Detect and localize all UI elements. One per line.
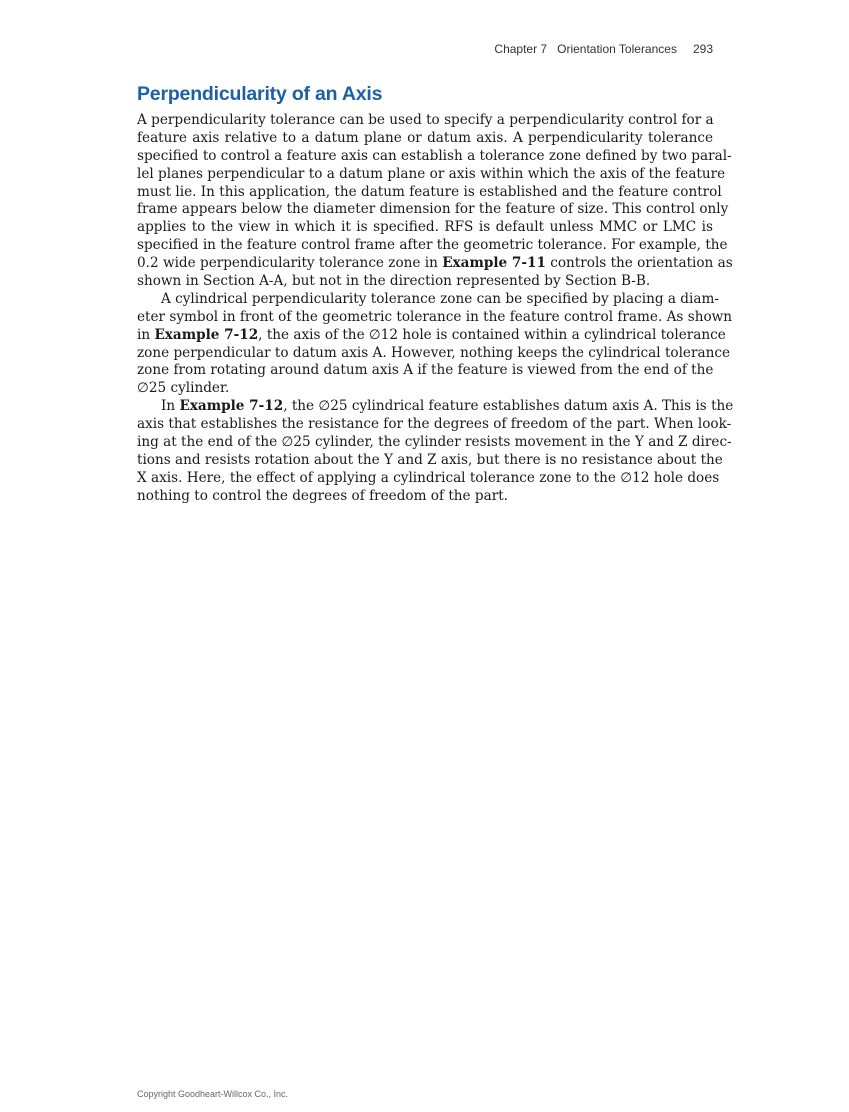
- text-line: [137, 237, 728, 255]
- text-line: [137, 201, 729, 219]
- text-line: [137, 362, 713, 380]
- text-line: [137, 273, 713, 291]
- text-line: [137, 219, 713, 237]
- text-line: [137, 398, 734, 416]
- text-line: [137, 416, 732, 434]
- example-reference: Example 7-12: [179, 398, 284, 415]
- text-segment: zone perpendicular to datum axis A. However, nothing keeps the cylindrical tolerance: [137, 344, 730, 361]
- chapter-label: Chapter 7: [494, 42, 548, 56]
- text-segment: 0.2 wide perpendicularity tolerance zone in: [137, 255, 443, 272]
- text-line: [137, 469, 720, 488]
- text-line: [137, 488, 713, 506]
- text-segment: nothing to control the degrees of freedom of the part.: [137, 487, 508, 504]
- running-head: [494, 42, 713, 56]
- text-segment: applies to the view in which it is specified. RFS is default unless MMC or LMC is: [137, 219, 713, 236]
- text-segment: feature axis relative to a datum plane or datum axis. A perpendicularity tolerance: [137, 129, 713, 146]
- section-heading: Perpendicularity of an Axis: [137, 83, 383, 105]
- text-segment: shown in Section A-A, but not in the direction represented by Section B-B.: [137, 273, 651, 290]
- text-line: [137, 451, 723, 470]
- text-line: [137, 255, 733, 273]
- text-segment: , the axis of the ∅12 hole is contained within a cylindrical tolerance: [258, 326, 726, 343]
- text-line: [137, 112, 713, 130]
- text-line: [137, 290, 719, 309]
- text-segment: ing at the end of the ∅25 cylinder, the cylinder resists movement in the Y and Z direc-: [137, 434, 732, 451]
- text-segment: , the ∅25 cylindrical feature establishes datum axis A. This is the: [283, 398, 734, 415]
- text-segment: A cylindrical perpendicularity tolerance zone can be specified by placing a diam-: [161, 290, 719, 307]
- text-segment: tions and resists rotation about the Y and Z axis, but there is no resistance about the: [137, 451, 723, 468]
- text-line: [137, 380, 713, 398]
- example-reference: Example 7-12: [154, 326, 259, 343]
- text-segment: ∅25 cylinder.: [137, 380, 230, 397]
- text-segment: zone from rotating around datum axis A if the feature is viewed from the end of the: [137, 362, 714, 379]
- text-line: [137, 165, 726, 184]
- text-segment: frame appears below the diameter dimension for the feature of size. This control only: [137, 201, 729, 218]
- text-line: [137, 308, 733, 327]
- text-line: [137, 326, 726, 345]
- text-segment: A perpendicularity tolerance can be used to specify a perpendicularity control for a: [137, 112, 714, 128]
- text-line: [137, 183, 722, 202]
- text-segment: in: [137, 326, 155, 343]
- text-line: [137, 434, 732, 452]
- text-line: [137, 344, 730, 363]
- copyright-footer: Copyright Goodheart-Willcox Co., Inc.: [137, 1089, 289, 1099]
- body-text: [137, 112, 734, 506]
- text-segment: must lie. In this application, the datum feature is established and the feature control: [137, 183, 722, 200]
- text-segment: specified in the feature control frame after the geometric tolerance. For example, the: [137, 237, 728, 254]
- text-line: [137, 130, 713, 148]
- text-segment: axis that establishes the resistance for the degrees of freedom of the part. When look-: [137, 416, 732, 433]
- text-segment: In: [161, 398, 180, 415]
- text-segment: eter symbol in front of the geometric tolerance in the feature control frame. As shown: [137, 308, 733, 325]
- text-segment: X axis. Here, the effect of applying a cylindrical tolerance zone to the ∅12 hole does: [137, 469, 720, 486]
- page-number: 293: [692, 42, 713, 56]
- text-segment: specified to control a feature axis can establish a tolerance zone defined by two paral-: [137, 147, 732, 164]
- text-segment: controls the orientation as: [545, 255, 733, 272]
- text-segment: lel planes perpendicular to a datum plane or axis within which the axis of the feature: [137, 165, 726, 182]
- text-line: [137, 147, 732, 166]
- chapter-title: Orientation Tolerances: [557, 42, 677, 56]
- example-reference: Example 7-11: [442, 255, 546, 272]
